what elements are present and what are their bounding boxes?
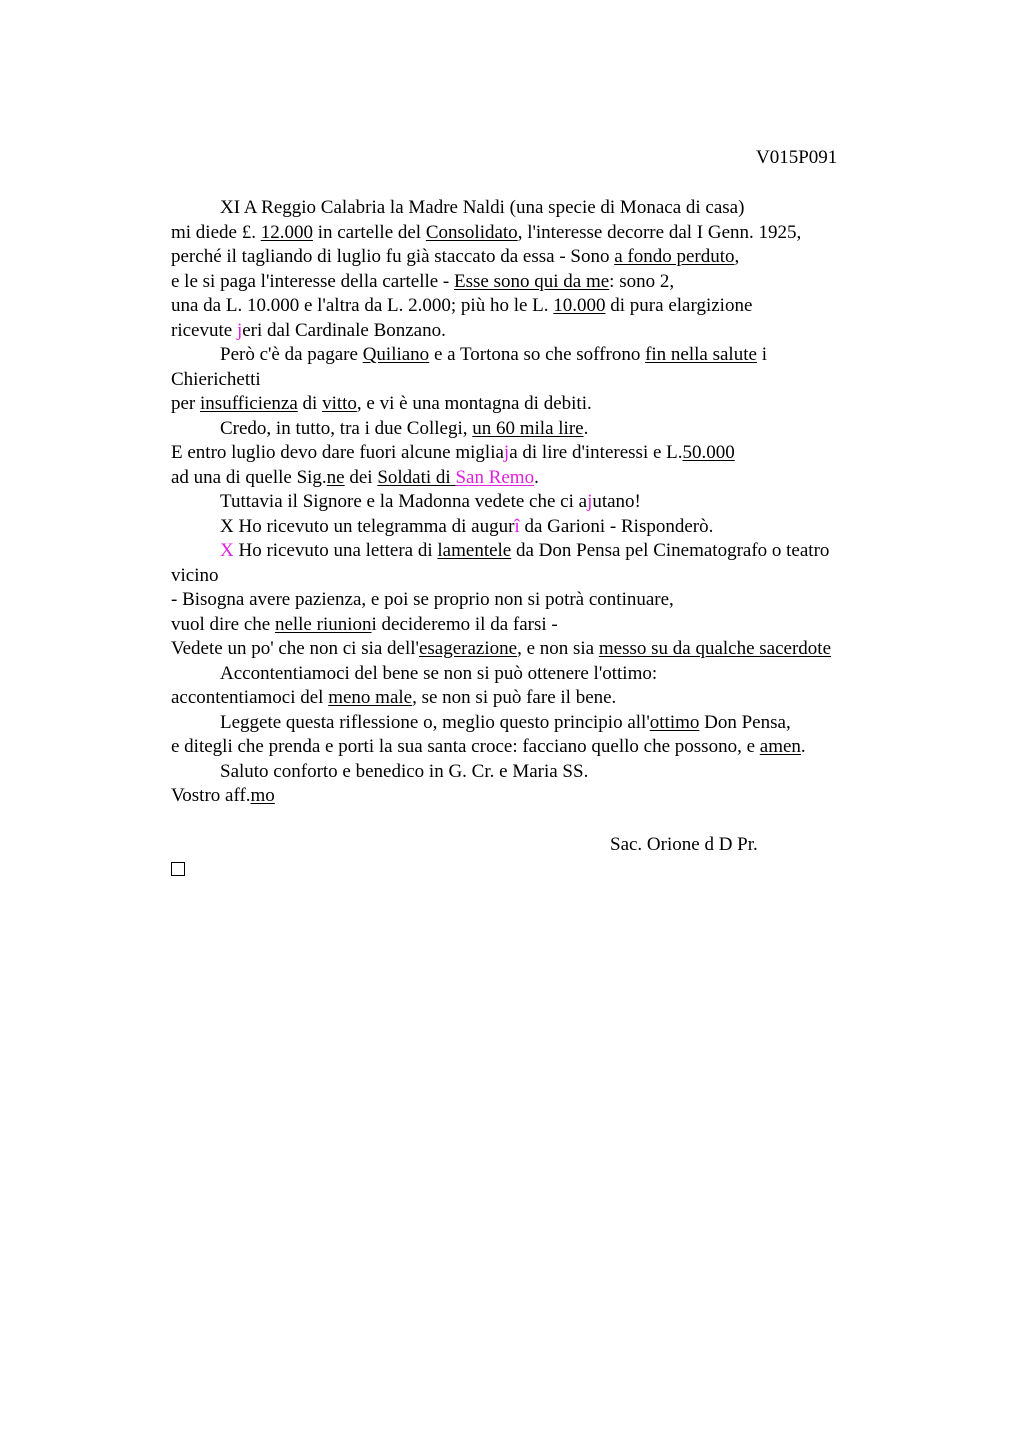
underlined-text: a fondo perduto xyxy=(614,246,735,267)
text-line xyxy=(171,490,911,515)
text-segment: Credo, in tutto, tra i due Collegi, xyxy=(220,417,473,439)
text-line xyxy=(171,539,911,564)
text-segment: Leggete questa riflessione o, meglio questo principio all' xyxy=(220,711,650,733)
text-segment: . xyxy=(534,466,539,488)
text-segment: Chierichetti xyxy=(171,368,261,390)
text-segment: di xyxy=(297,393,323,414)
text-line xyxy=(171,637,911,662)
text-segment: e ditegli che prenda e porti la sua santa croce: facciano quello che possono, e xyxy=(171,736,760,757)
underlined-text: lamentele xyxy=(437,540,512,561)
text-segment: Don Pensa, xyxy=(699,711,791,733)
underlined-text: vitto xyxy=(322,393,357,414)
text-segment: i xyxy=(756,344,767,365)
text-line xyxy=(171,711,911,736)
underlined-text: messo su da qualche sacerdote xyxy=(598,638,832,659)
text-line xyxy=(171,760,911,785)
underlined-text: meno male xyxy=(328,687,413,708)
text-segment: accontentiamoci del xyxy=(171,687,329,708)
text-segment: in cartelle del xyxy=(312,221,426,243)
underlined-text: Soldati di xyxy=(377,466,456,488)
text-line xyxy=(171,441,911,466)
text-line xyxy=(171,392,911,417)
underlined-text: esagerazione xyxy=(418,638,518,659)
text-segment: . xyxy=(583,417,589,439)
text-segment: per xyxy=(171,393,201,414)
text-line xyxy=(171,319,911,344)
text-segment: Saluto conforto e benedico in G. Cr. e Maria SS. xyxy=(220,760,589,782)
underlined-text: Quiliano xyxy=(362,344,430,365)
editorial-mark: î xyxy=(514,515,520,537)
text-segment: di pura elargizione xyxy=(605,295,753,316)
text-line xyxy=(171,245,911,270)
text-segment: - Bisogna avere pazienza, e poi se proprio non si potrà continuare, xyxy=(171,589,674,610)
signature: Sac. Orione d D Pr. xyxy=(610,834,758,855)
text-segment: i decideremo il da farsi - xyxy=(371,613,558,635)
blank-line xyxy=(171,809,911,834)
end-box-icon xyxy=(171,862,185,876)
underlined-text: amen xyxy=(759,736,801,757)
text-segment: Tuttavia il Signore e la Madonna vedete che ci a xyxy=(220,491,588,512)
text-segment: ad una di quelle Sig. xyxy=(171,466,327,488)
underlined-text: 10.000 xyxy=(553,295,606,316)
underlined-text: mo xyxy=(250,785,275,806)
text-line xyxy=(171,686,911,711)
text-segment: utano! xyxy=(592,491,641,512)
text-segment: e le si paga l'interesse della cartelle - xyxy=(171,270,455,292)
text-segment: Però c'è da pagare xyxy=(220,344,363,365)
editorial-mark: j xyxy=(503,442,510,463)
text-segment: : sono 2, xyxy=(609,270,675,292)
text-segment: , e vi è una montagna di debiti. xyxy=(356,393,592,414)
underlined-text: insufficienza xyxy=(200,393,298,414)
text-segment: , xyxy=(734,246,740,267)
underlined-text: nelle riunion xyxy=(274,613,372,635)
text-line xyxy=(171,368,911,393)
text-segment: Accontentiamoci del bene se non si può ottenere l'ottimo: xyxy=(220,662,658,684)
text-line xyxy=(171,588,911,613)
page-id: V015P091 xyxy=(756,147,838,168)
text-segment: una da L. 10.000 e l'altra da L. 2.000; più ho le L. xyxy=(171,295,554,316)
text-line xyxy=(171,613,911,638)
text-line xyxy=(171,221,911,246)
text-segment: . xyxy=(800,736,806,757)
underlined-text: ottimo xyxy=(649,711,700,733)
letter-lines xyxy=(171,196,911,809)
editorial-mark: X xyxy=(220,540,234,561)
underlined-text: un 60 mila lire xyxy=(472,417,584,439)
text-segment: vicino xyxy=(171,564,219,586)
text-segment: perché il tagliando di luglio fu già staccato da essa - Sono xyxy=(171,246,615,267)
underlined-text: 50.000 xyxy=(682,442,735,463)
text-line xyxy=(171,270,911,295)
underlined-text: Esse sono qui da me xyxy=(454,270,610,292)
text-segment: da Don Pensa pel Cinematografo o teatro xyxy=(511,540,830,561)
text-segment: X Ho ricevuto un telegramma di augur xyxy=(220,515,515,537)
text-segment: e a Tortona so che soffrono xyxy=(429,344,646,365)
underlined-text: San Remo xyxy=(455,466,535,488)
text-segment: dei xyxy=(344,466,378,488)
text-line xyxy=(171,735,911,760)
text-line xyxy=(171,564,911,589)
text-segment: E entro luglio devo dare fuori alcune miglia xyxy=(171,442,504,463)
text-segment: , l'interesse decorre dal I Genn. 1925, xyxy=(517,221,802,243)
text-segment: a di lire d'interessi e L. xyxy=(509,442,683,463)
editorial-mark: j xyxy=(587,491,593,512)
text-segment: , e non sia xyxy=(517,638,599,659)
editorial-mark: j xyxy=(236,319,243,341)
text-segment: Vedete un po' che non ci sia dell' xyxy=(171,638,419,659)
text-segment: Vostro aff. xyxy=(171,785,251,806)
letter-body xyxy=(171,196,911,882)
text-line xyxy=(171,662,911,687)
text-segment: XI A Reggio Calabria la Madre Naldi (una specie di Monaca di casa) xyxy=(220,197,745,218)
text-segment: mi diede £. xyxy=(171,221,261,243)
underlined-text: 12.000 xyxy=(260,221,313,243)
text-segment: da Garioni - Risponderò. xyxy=(519,515,714,537)
text-segment: Ho ricevuto una lettera di xyxy=(233,540,438,561)
text-line xyxy=(171,294,911,319)
underlined-text: ne xyxy=(326,466,345,488)
underlined-text: Consolidato xyxy=(425,221,518,243)
text-line xyxy=(171,196,911,221)
text-line xyxy=(171,343,911,368)
text-segment: ricevute xyxy=(171,319,237,341)
text-segment: , se non si può fare il bene. xyxy=(412,687,617,708)
text-segment: vuol dire che xyxy=(171,613,275,635)
text-line xyxy=(171,417,911,442)
text-segment: eri dal Cardinale Bonzano. xyxy=(242,319,446,341)
text-line xyxy=(171,784,911,809)
text-line xyxy=(171,515,911,540)
underlined-text: fin nella salute xyxy=(645,344,757,365)
text-line xyxy=(171,466,911,491)
end-marker xyxy=(171,858,911,883)
